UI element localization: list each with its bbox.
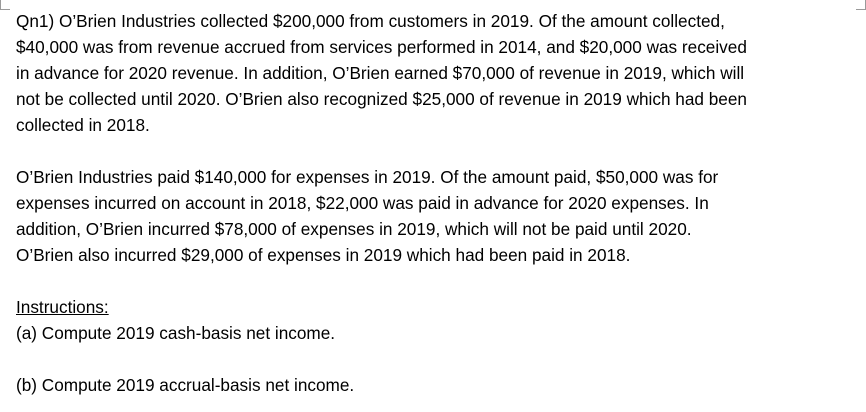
paragraph-spacer	[16, 268, 864, 294]
paragraph-line: Qn1) O’Brien Industries collected $200,000 from customers in 2019. Of the amount collected,	[16, 11, 725, 31]
paragraph-line: not be collected until 2020. O’Brien also recognized $25,000 of revenue in 2019 which had been	[16, 89, 747, 109]
document-body	[16, 8, 864, 398]
paragraph-spacer	[16, 138, 864, 164]
page-corner-mark-left	[0, 0, 10, 10]
paragraph-line: collected in 2018.	[16, 115, 150, 135]
revenue-paragraph	[16, 8, 864, 138]
instruction-part-a: (a) Compute 2019 cash-basis net income.	[16, 323, 336, 343]
paragraph-line: addition, O’Brien incurred $78,000 of expenses in 2019, which will not be paid until 2020.	[16, 219, 692, 239]
paragraph-spacer	[16, 346, 864, 372]
paragraph-line: in advance for 2020 revenue. In addition, O’Brien earned $70,000 of revenue in 2019, which will	[16, 63, 745, 83]
instruction-part-b: (b) Compute 2019 accrual-basis net income.	[16, 375, 355, 395]
paragraph-line: expenses incurred on account in 2018, $22,000 was paid in advance for 2020 expenses. In	[16, 193, 709, 213]
instructions-heading: Instructions:	[16, 297, 109, 317]
paragraph-line: O’Brien Industries paid $140,000 for expenses in 2019. Of the amount paid, $50,000 was for	[16, 167, 719, 187]
paragraph-line: $40,000 was from revenue accrued from services performed in 2014, and $20,000 was received	[16, 37, 747, 57]
instructions-section	[16, 294, 864, 398]
expenses-paragraph	[16, 164, 864, 268]
paragraph-line: O’Brien also incurred $29,000 of expenses in 2019 which had been paid in 2018.	[16, 245, 631, 265]
